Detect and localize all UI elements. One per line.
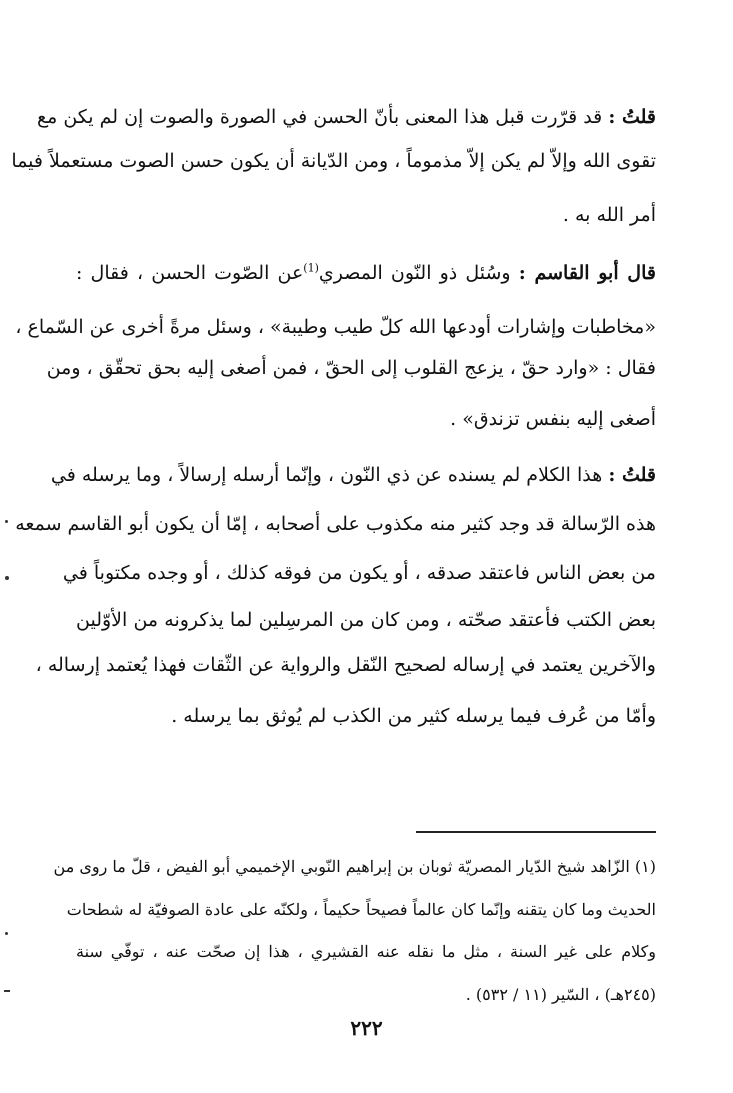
footnote-line-1: (١) الزّاهد شيخ الدّيار المصريّة ثوبان بن إبراهيم النّوبي الإخميمي أبو الفيض ، قلّ ما روى من (53, 857, 656, 876)
paragraph-3-line-6: وأمّا من عُرف فيما يرسله كثير من الكذب لم يُوثق بما يرسله . (171, 705, 656, 727)
paragraph-2-line-3: فقال : «وارد حقّ ، يزعج القلوب إلى الحقّ ، فمن أصغى إليه بحق تحقّق ، ومن (46, 357, 656, 379)
paragraph-1-line-1-text: قد قرّرت قبل هذا المعنى بأنّ الحسن في الصورة والصوت إن لم يكن مع (37, 106, 603, 128)
page-number: ٢٢٢ (350, 1016, 383, 1040)
paragraph-2-line-1-tail: عن الصّوت الحسن ، فقال : (76, 262, 304, 284)
scan-mark (4, 990, 10, 992)
scan-mark (5, 576, 9, 580)
paragraph-3-line-3: من بعض الناس فاعتقد صدقه ، أو يكون من فوقه كذلك ، أو وجده مكتوباً في (62, 562, 656, 584)
paragraph-2-lead: قال أبو القاسم : (518, 262, 656, 284)
footnote-line-3: وكلام على غير السنة ، مثل ما نقله عنه القشيري ، هذا إن صحّت عنه ، توفّي سنة (76, 942, 656, 961)
footnote-line-4: (٢٤٥هـ) ، السّير (١١ / ٥٣٢) . (465, 985, 656, 1004)
paragraph-3-line-5: والآخرين يعتمد في إرساله لصحيح النّقل والرواية عن الثّقات فهذا يُعتمد إرساله ، (35, 654, 656, 676)
paragraph-1-lead: قلتُ : (608, 106, 656, 128)
paragraph-2-line-4: أصغى إليه بنفس تزندق» . (450, 408, 656, 430)
paragraph-1-line-2: تقوى الله وإلاّ لم يكن إلاّ مذموماً ، ومن الدّيانة أن يكون حسن الصوت مستعملاً فيما (11, 150, 656, 172)
footnote-line-2: الحديث وما كان يتقنه وإنّما كان عالماً فصيحاً حكيماً ، ولكنّه على عادة الصوفيّة له شطحات (66, 900, 656, 919)
paragraph-3-line-2: هذه الرّسالة قد وجد كثير منه مكذوب على أصحابه ، إمّا أن يكون أبو القاسم سمعه (15, 513, 656, 535)
footnote-separator (416, 831, 656, 833)
paragraph-1-line-1 (37, 102, 656, 132)
paragraph-2-line-1 (76, 258, 656, 288)
footnote-ref[interactable]: (1) (303, 261, 319, 275)
paragraph-3-lead: قلتُ : (608, 464, 656, 486)
paragraph-1-line-3: أمر الله به . (562, 204, 656, 226)
scan-mark (5, 932, 8, 935)
paragraph-2-line-1-text: وسُئل ذو النّون المصري (318, 262, 511, 284)
paragraph-2-line-2: «مخاطبات وإشارات أودعها الله كلّ طيب وطيبة» ، وسئل مرةً أخرى عن السّماع ، (15, 316, 656, 338)
paragraph-3-line-4: بعض الكتب فأعتقد صحّته ، ومن كان من المرسِلين لما يذكرونه من الأوّلين (76, 609, 656, 631)
scan-mark (5, 520, 8, 523)
paragraph-3-line-1-text: هذا الكلام لم يسنده عن ذي النّون ، وإنّما أرسله إرسالاً ، وما يرسله في (50, 464, 603, 486)
paragraph-3-line-1 (50, 460, 656, 490)
